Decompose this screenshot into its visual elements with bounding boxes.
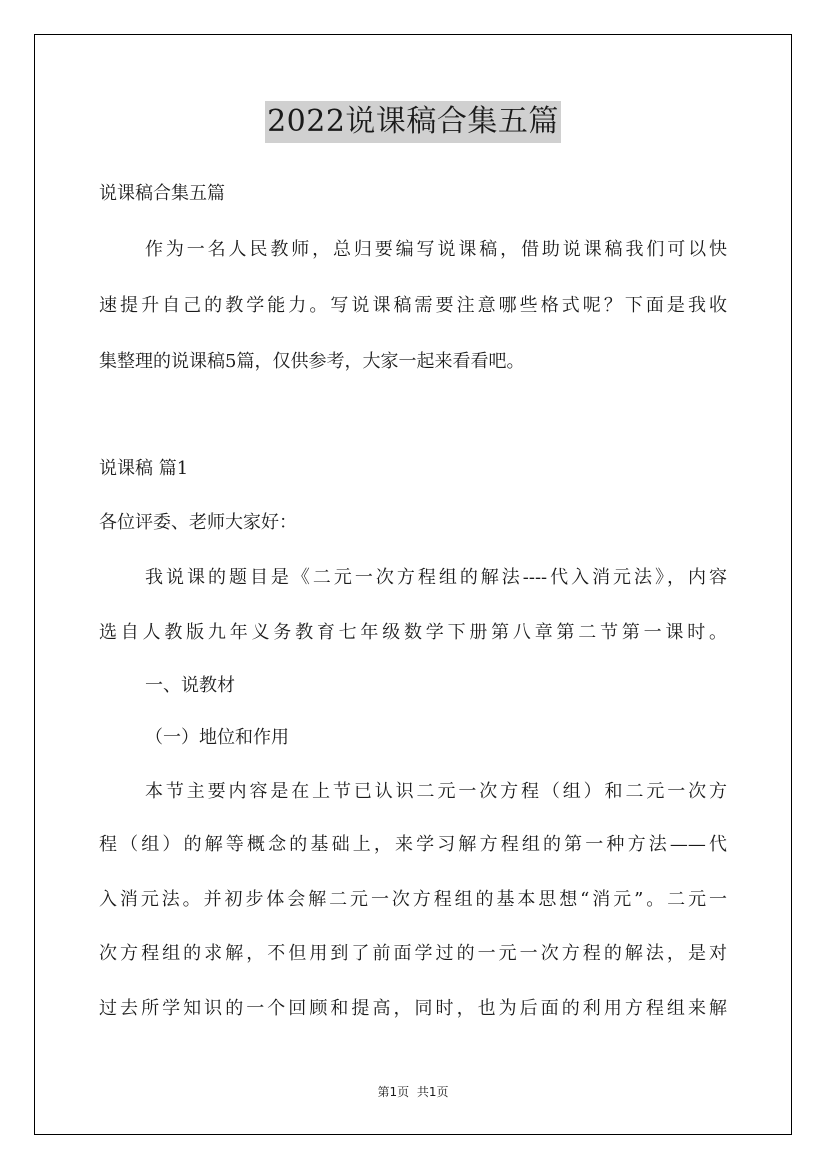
- topic-line-2: 选自人教版九年义务教育七年级数学下册第八章第二节第一课时。: [99, 622, 727, 643]
- page-footer: [35, 1083, 791, 1100]
- title-container: [35, 101, 791, 143]
- body-line-2: 程（组）的解等概念的基础上，来学习解方程组的第一种方法——代: [99, 834, 727, 855]
- body-line-5: 过去所学知识的一个回顾和提高，同时，也为后面的利用方程组来解: [99, 998, 727, 1019]
- section-heading: 说课稿 篇1: [99, 458, 189, 479]
- subtitle: 说课稿合集五篇: [99, 183, 225, 204]
- body-line-1: 本节主要内容是在上节已认识二元一次方程（组）和二元一次方: [145, 781, 727, 802]
- intro-line-1: 作为一名人民教师，总归要编写说课稿，借助说课稿我们可以快: [145, 239, 727, 260]
- body-line-4: 次方程组的求解，不但用到了前面学过的一元一次方程的解法，是对: [99, 943, 727, 964]
- document-page: [34, 34, 792, 1135]
- heading-textbook: 一、说教材: [145, 675, 235, 696]
- page-number: 第1页: [377, 1085, 410, 1099]
- intro-line-2: 速提升自己的教学能力。写说课稿需要注意哪些格式呢？下面是我收: [99, 295, 727, 316]
- topic-line-1: 我说课的题目是《二元一次方程组的解法----代入消元法》，内容: [145, 567, 727, 588]
- greeting: 各位评委、老师大家好：: [99, 512, 297, 533]
- heading-position-role: （一）地位和作用: [145, 727, 289, 748]
- body-line-3: 入消元法。并初步体会解二元一次方程组的基本思想“消元”。二元一: [99, 889, 727, 910]
- page-total: 共1页: [416, 1085, 449, 1099]
- document-title: 2022说课稿合集五篇: [265, 101, 561, 143]
- intro-line-3: 集整理的说课稿5篇，仅供参考，大家一起来看看吧。: [99, 351, 525, 372]
